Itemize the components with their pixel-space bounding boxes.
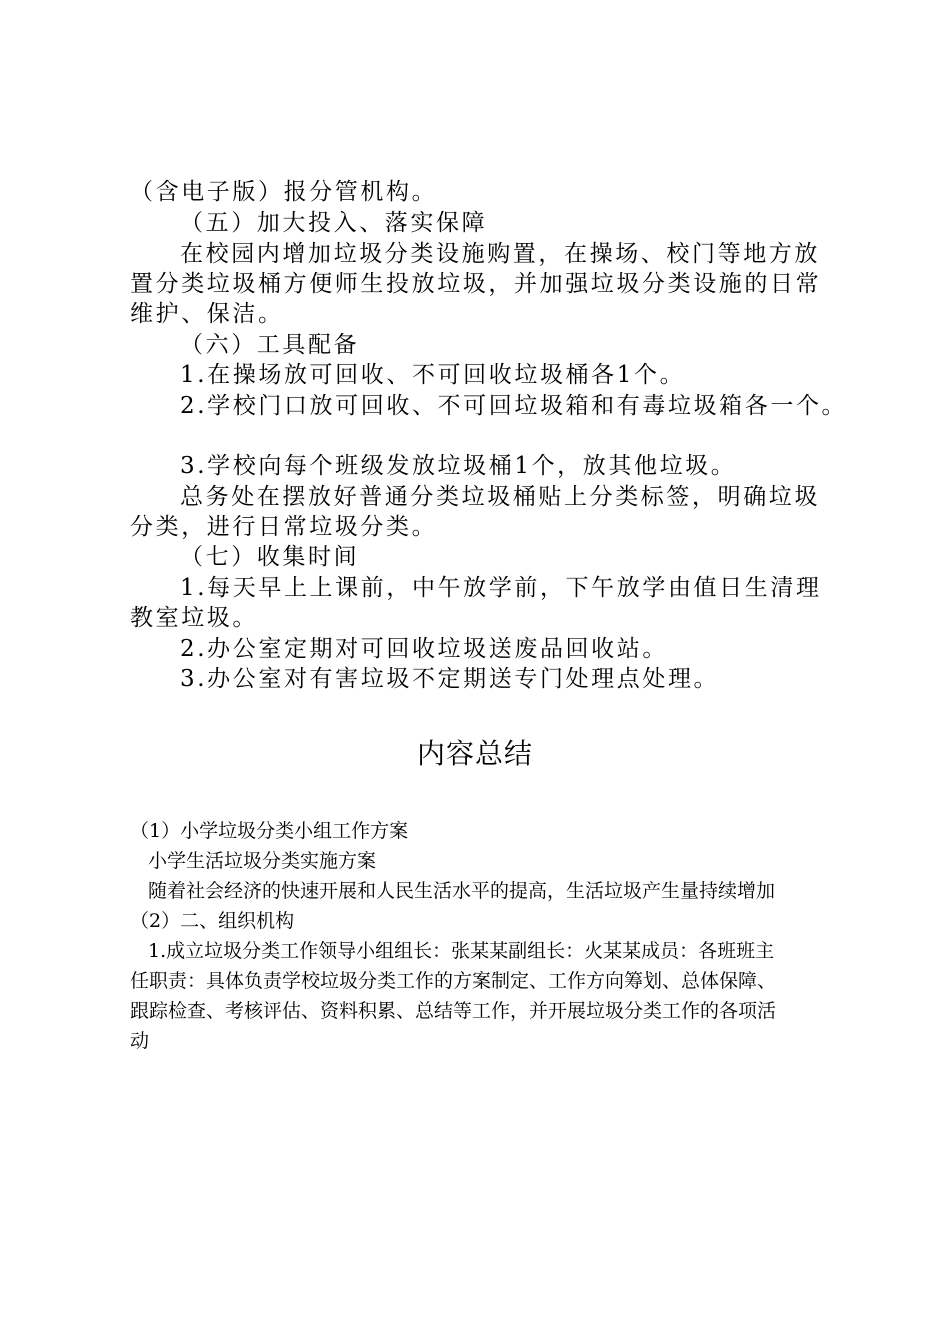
list-item: 3.学校向每个班级发放垃圾桶1个，放其他垃圾。 — [180, 453, 737, 479]
list-item: 1.每天早上上课前，中午放学前，下午放学由值日生清理 — [180, 575, 822, 601]
body-line: （含电子版）报分管机构。 — [130, 179, 438, 205]
summary-title: 内容总结 — [416, 737, 533, 770]
list-item: 3.办公室对有害垃圾不定期送专门处理点处理。 — [180, 666, 720, 692]
body-line: 维护、保洁。 — [130, 301, 284, 327]
section-heading: （六）工具配备 — [180, 332, 360, 358]
body-line: 教室垃圾。 — [130, 605, 258, 631]
summary-line: 随着社会经济的快速开展和人民生活水平的提高，生活垃圾产生量持续增加 — [148, 880, 776, 902]
section-heading: （五）加大投入、落实保障 — [180, 210, 488, 236]
summary-line: 小学生活垃圾分类实施方案 — [148, 850, 377, 872]
list-item: 1.在操场放可回收、不可回收垃圾桶各1个。 — [180, 362, 686, 388]
summary-line: 动 — [130, 1030, 150, 1052]
list-item: 2.学校门口放可回收、不可回垃圾箱和有毒垃圾箱各一个。 — [180, 393, 848, 419]
body-line: 总务处在摆放好普通分类垃圾桶贴上分类标签，明确垃圾 — [180, 484, 820, 510]
summary-line: 1.成立垃圾分类工作领导小组组长：张某某副组长：火某某成员：各班班主 — [148, 940, 775, 962]
summary-line: （2）二、组织机构 — [130, 910, 295, 932]
summary-line: 跟踪检查、考核评估、资料积累、总结等工作，并开展垃圾分类工作的各项活 — [130, 1000, 777, 1022]
body-line: 分类，进行日常垃圾分类。 — [130, 514, 438, 540]
body-line: 置分类垃圾桶方便师生投放垃圾，并加强垃圾分类设施的日常 — [130, 271, 822, 297]
section-heading: （七）收集时间 — [180, 544, 360, 570]
summary-line: 任职责：具体负责学校垃圾分类工作的方案制定、工作方向筹划、总体保障、 — [130, 970, 777, 992]
list-item: 2.办公室定期对可回收垃圾送废品回收站。 — [180, 636, 668, 662]
body-line: 在校园内增加垃圾分类设施购置，在操场、校门等地方放 — [180, 241, 820, 267]
summary-line: （1）小学垃圾分类小组工作方案 — [130, 820, 409, 842]
